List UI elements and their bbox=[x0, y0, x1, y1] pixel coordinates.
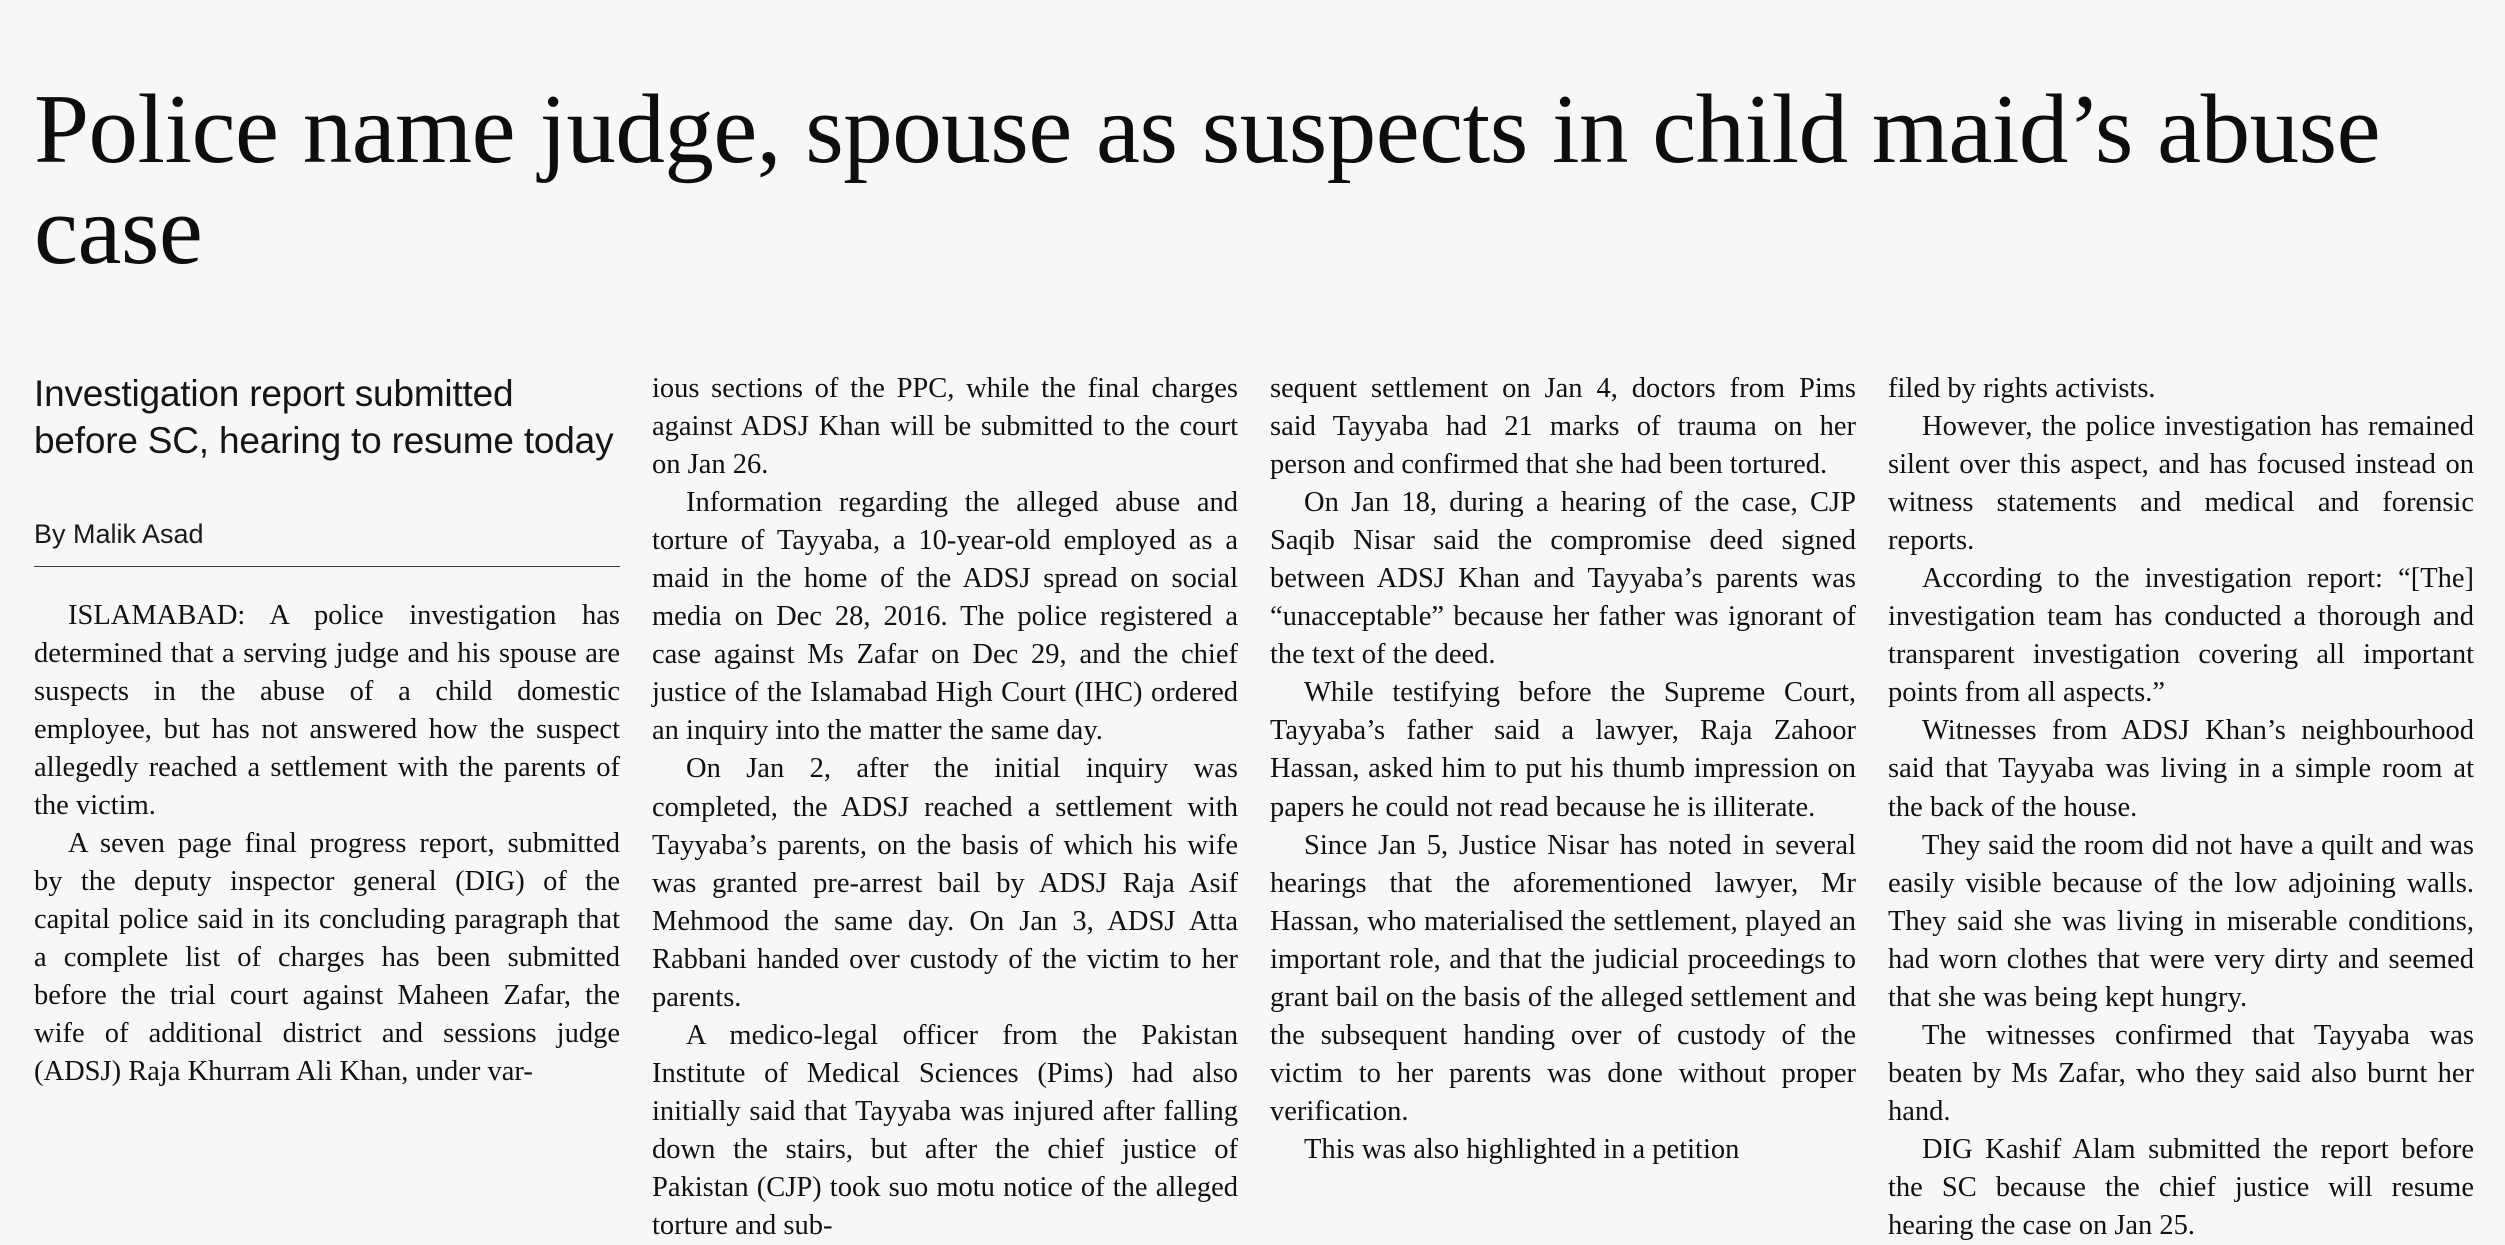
byline-divider bbox=[34, 566, 620, 567]
paragraph: The witnesses confirmed that Tayyaba was beaten by Ms Zafar, who they said also burnt her hand. bbox=[1888, 1019, 2474, 1127]
paragraph: While testifying before the Supreme Court, Tayyaba’s father said a lawyer, Raja Zahoor Hassan, asked him to put his thumb impression on papers he could not read because he is illiterate. bbox=[1270, 677, 1856, 823]
page-title: Police name judge, spouse as suspects in child maid’s abuse case bbox=[34, 75, 2381, 286]
paragraph: However, the police investigation has remained silent over this aspect, and has focused instead on witness statements and medical and forensic reports. bbox=[1888, 411, 2474, 557]
paragraph: On Jan 18, during a hearing of the case, CJP Saqib Nisar said the compromise deed signed between ADSJ Khan and Tayyaba’s parents was “unacceptable” because her father was ignorant of the text of the deed. bbox=[1270, 487, 1856, 671]
paragraph: sequent settlement on Jan 4, doctors from Pims said Tayyaba had 21 marks of trauma on her person and confirmed that she had been tortured. bbox=[1270, 373, 1856, 481]
paragraph: They said the room did not have a quilt and was easily visible because of the low adjoining walls. They said she was living in miserable conditions, had worn clothes that were very dirty and seemed that she was being kept hungry. bbox=[1888, 829, 2474, 1013]
paragraph: According to the investigation report: “[The] investigation team has conducted a thorough and transparent investigation covering all important points from all aspects.” bbox=[1888, 563, 2474, 709]
paragraph: Information regarding the alleged abuse and torture of Tayyaba, a 10-year-old employed as a maid in the home of the ADSJ spread on social media on Dec 28, 2016. The police registered a case against Ms Zafar on Dec 29, and the chief justice of the Islamabad High Court (IHC) ordered an inquiry into the matter the same day. bbox=[652, 487, 1238, 747]
paragraph: ious sections of the PPC, while the final charges against ADSJ Khan will be submitted to the court on Jan 26. bbox=[652, 373, 1238, 481]
column-1 bbox=[34, 370, 620, 1245]
paragraph: A seven page final progress report, submitted by the deputy inspector general (DIG) of the capital police said in its concluding paragraph that a complete list of charges has been submitted before the trial court against Maheen Zafar, the wife of additional district and sessions judge (ADSJ) Raja Khurram Ali Khan, under var- bbox=[34, 828, 620, 1088]
column-2 bbox=[652, 370, 1238, 1245]
column-3 bbox=[1270, 370, 1856, 1245]
byline: By Malik Asad bbox=[34, 518, 204, 549]
paragraph: filed by rights activists. bbox=[1888, 373, 2156, 404]
paragraph: Witnesses from ADSJ Khan’s neighbourhood said that Tayyaba was living in a simple room at the back of the house. bbox=[1888, 715, 2474, 823]
paragraph: This was also highlighted in a petition bbox=[1304, 1133, 1740, 1165]
paragraph: A medico-legal officer from the Pakistan Institute of Medical Sciences (Pims) had also initially said that Tayyaba was injured after falling down the stairs, but after the chief justice of Pakistan (CJP) took suo motu notice of the alleged torture and sub- bbox=[652, 1019, 1238, 1242]
column-4 bbox=[1888, 370, 2474, 1245]
paragraph: ISLAMABAD: A police investigation has determined that a serving judge and his spouse are suspects in the abuse of a child domestic employee, but has not answered how the suspect allegedly reached a settlement with the parents of the victim. bbox=[34, 599, 620, 822]
standfirst: Investigation report submitted before SC, hearing to resume today bbox=[34, 373, 614, 462]
paragraph: DIG Kashif Alam submitted the report before the SC because the chief justice will resume hearing the case on Jan 25. bbox=[1888, 1133, 2474, 1242]
article-columns bbox=[34, 370, 2474, 1245]
paragraph: On Jan 2, after the initial inquiry was completed, the ADSJ reached a settlement with Tayyaba’s parents, on the basis of which his wife was granted pre-arrest bail by ADSJ Raja Asif Mehmood the same day. On Jan 3, ADSJ Atta Rabbani handed over custody of the victim to her parents. bbox=[652, 753, 1238, 1013]
paragraph: Since Jan 5, Justice Nisar has noted in several hearings that the aforementioned lawyer, Mr Hassan, who materialised the settlement, played an important role, and that the judicial proceedings to grant bail on the basis of the alleged settlement and the subsequent handing over of custody of the victim to her parents was done without proper verification. bbox=[1270, 829, 1856, 1127]
